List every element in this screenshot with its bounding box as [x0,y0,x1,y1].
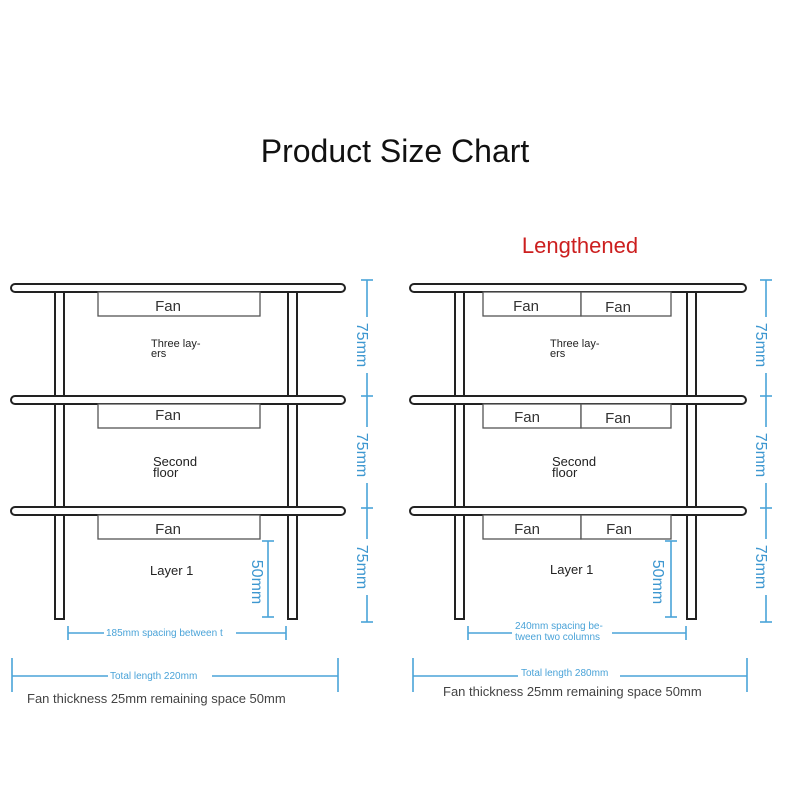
right-height-1 [752,317,771,373]
left-shelf [11,280,373,706]
page-title: Product Size Chart [260,133,530,169]
left-total-label: Total length 220mm [110,671,198,682]
left-shelf-middle-board [11,396,345,404]
right-inner-height [649,558,668,606]
left-height-3-label: 75mm [353,544,370,590]
right-layer-top-label-line1: Three lay- [550,338,600,350]
right-layer-bottom-label: Layer 1 [550,562,594,577]
left-inner-height [248,558,267,606]
right-layer-top-label-line2: ers [550,348,566,360]
right-shelf-middle-board [410,396,746,404]
left-layer-bottom-label: Layer 1 [150,563,194,578]
right-height-3-label: 75mm [752,544,769,590]
left-height-2-label: 75mm [353,432,370,478]
right-height-2-label: 75mm [752,432,769,478]
right-fan-2-label: Fan [605,299,631,316]
right-shelf [410,280,772,699]
right-fan-6-label: Fan [606,521,632,538]
right-shelf-top-board [410,284,746,292]
left-layer-top-label-line1: Three lay- [151,338,201,350]
right-height-2 [752,427,771,483]
left-fan-note: Fan thickness 25mm remaining space 50mm [27,691,286,706]
left-fan-1-label: Fan [155,298,181,315]
right-spacing-label-line1: 240mm spacing be- [515,621,603,632]
right-layer-middle-label-line1: Second [552,454,597,469]
right-shelf-bottom-board [410,507,746,515]
right-fan-note: Fan thickness 25mm remaining space 50mm [443,684,702,699]
left-inner-height-label: 50mm [248,559,265,605]
left-layer-middle-label-line1: Second [153,454,198,469]
left-height-3 [353,539,372,595]
left-height-2 [353,427,372,483]
left-layer-top-label-line2: ers [151,348,167,360]
right-inner-height-label: 50mm [649,559,666,605]
right-fan-5-label: Fan [514,521,540,538]
lengthened-label: Lengthened [521,233,639,258]
right-fan-4-label: Fan [605,410,631,427]
left-height-1-label: 75mm [353,322,370,368]
left-height-1 [353,317,372,373]
left-shelf-leg-right [288,291,297,619]
right-height-3 [752,539,771,595]
right-spacing-label-line2: tween two columns [515,632,601,643]
left-fan-2-label: Fan [155,407,181,424]
left-spacing-label: 185mm spacing between t [106,628,223,639]
right-fan-1-label: Fan [513,298,539,315]
left-shelf-bottom-board [11,507,345,515]
left-shelf-leg-left [55,291,64,619]
right-height-1-label: 75mm [752,322,769,368]
right-layer-middle-label-line2: floor [552,465,578,480]
left-fan-3-label: Fan [155,521,181,538]
right-total-label: Total length 280mm [521,668,609,679]
left-layer-middle-label-line2: floor [153,465,179,480]
left-shelf-top-board [11,284,345,292]
right-shelf-leg-left [455,291,464,619]
right-shelf-leg-right [687,291,696,619]
right-fan-3-label: Fan [514,409,540,426]
